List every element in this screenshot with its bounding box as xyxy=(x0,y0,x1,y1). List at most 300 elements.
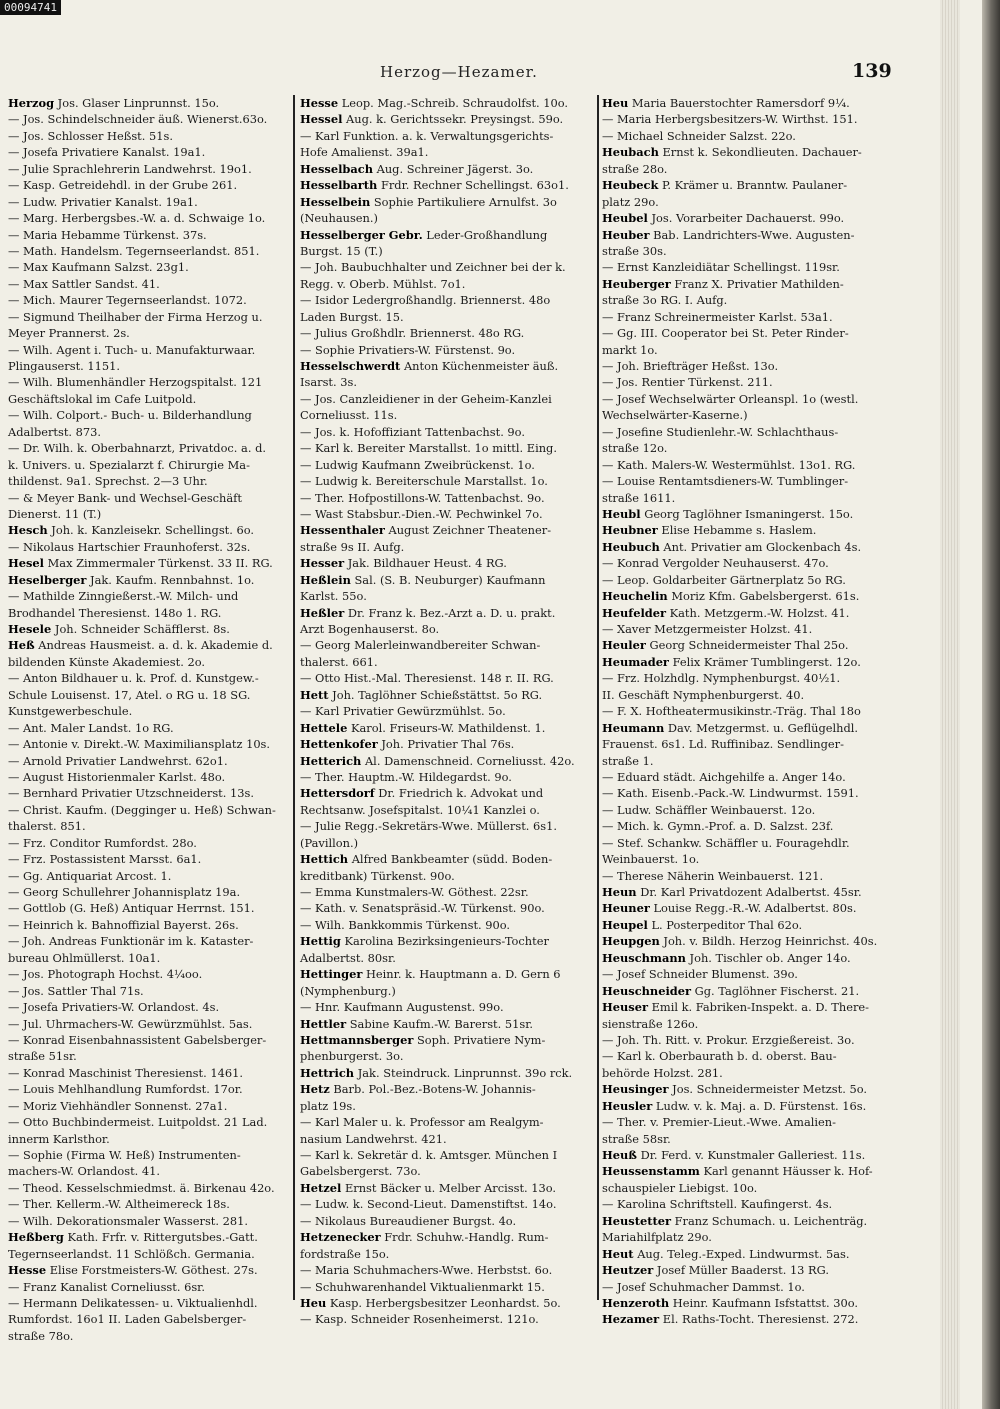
entry-text: Joh. Tischler ob. Anger 14o. xyxy=(689,950,851,965)
directory-entry xyxy=(300,1311,594,1327)
directory-entry xyxy=(8,670,290,686)
entry-text: — Therese Näherin Weinbauerst. 121. xyxy=(602,868,824,883)
entry-text: — Wilh. Blumenhändler Herzogspitalst. 121 xyxy=(8,375,263,390)
directory-entry xyxy=(300,1163,594,1179)
entry-text: — Josef Schneider Blumenst. 39o. xyxy=(602,967,798,982)
directory-entry xyxy=(300,1196,594,1212)
directory-entry xyxy=(8,194,290,210)
entry-text: — Schuhwarenhandel Viktualienmarkt 15. xyxy=(300,1279,545,1294)
entry-surname: Hetterich xyxy=(300,753,362,768)
directory-entry xyxy=(8,1196,290,1212)
entry-text: — Max Sattler Sandst. 41. xyxy=(8,276,160,291)
directory-entry xyxy=(602,703,899,719)
directory-entry xyxy=(602,292,899,308)
entry-text: — Julie Regg.-Sekretärs-Wwe. Müllerst. 6s1. xyxy=(300,819,557,834)
entry-text: Elise Forstmeisters-W. Göthest. 27s. xyxy=(49,1263,258,1278)
entry-text: (Neuhausen.) xyxy=(300,211,378,226)
entry-text: Emil k. Fabriken-Inspekt. a. D. There- xyxy=(651,1000,870,1015)
entry-text: Plingauserst. 1151. xyxy=(8,359,121,373)
directory-entry xyxy=(8,259,290,275)
directory-entry xyxy=(300,966,594,982)
entry-text: Corneliusst. 11s. xyxy=(300,408,398,423)
entry-text: — Ludwig k. Bereiterschule Marstallst. 1o. xyxy=(300,474,548,489)
entry-text: — Marg. Herbergsbes.-W. a. d. Schwaige 1o. xyxy=(8,211,266,226)
entry-text: Al. Damenschneid. Corneliusst. 42o. xyxy=(364,753,575,768)
entry-text: — Ernst Kanzleidiätar Schellingst. 119sr. xyxy=(602,260,840,275)
directory-entry xyxy=(8,276,290,292)
entry-text: — Jos. Canzleidiener in der Geheim-Kanzlei xyxy=(300,391,552,406)
directory-entry xyxy=(300,407,594,423)
directory-entry xyxy=(300,1147,594,1163)
directory-entry xyxy=(602,637,899,653)
directory-entry xyxy=(602,358,899,374)
entry-surname: Heutzer xyxy=(602,1263,654,1278)
directory-entry xyxy=(8,1229,290,1245)
entry-text: Karol. Friseurs-W. Mathildenst. 1. xyxy=(350,720,546,735)
directory-entry xyxy=(8,637,290,653)
entry-surname: Heumann xyxy=(602,720,665,735)
entry-text: — Antonie v. Direkt.-W. Maximiliansplatz 10s. xyxy=(8,737,271,752)
entry-text: — Jos. Photograph Hochst. 4¼oo. xyxy=(8,967,203,982)
directory-entry xyxy=(602,736,899,752)
page-number: 139 xyxy=(852,60,892,82)
directory-entry xyxy=(300,720,594,736)
entry-surname: Hetzel xyxy=(300,1180,342,1195)
entry-text: straße 12o. xyxy=(602,441,668,456)
entry-text: (Nymphenburg.) xyxy=(300,983,396,998)
entry-text: — Gottlob (G. Heß) Antiquar Herrnst. 151. xyxy=(8,901,255,916)
entry-text: Leop. Mag.-Schreib. Schraudolfst. 10o. xyxy=(341,96,569,110)
directory-entry xyxy=(8,358,290,374)
entry-text: — Otto Buchbindermeist. Luitpoldst. 21 Lad. xyxy=(8,1115,268,1130)
entry-surname: Hesselschwerdt xyxy=(300,359,401,373)
entry-text: Brodhandel Theresienst. 148o 1. RG. xyxy=(8,605,222,620)
entry-surname: Hettig xyxy=(300,934,341,949)
directory-entry xyxy=(602,687,899,703)
directory-entry xyxy=(300,1279,594,1295)
directory-entry xyxy=(602,1114,899,1130)
column-rule xyxy=(597,95,599,1300)
entry-text: — Dr. Wilh. k. Oberbahnarzt, Privatdoc. a. d. xyxy=(8,441,266,456)
entry-text: machers-W. Orlandost. 41. xyxy=(8,1164,161,1179)
entry-text: — Joh. Andreas Funktionär im k. Kataster- xyxy=(8,934,254,949)
entry-surname: Heubeck xyxy=(602,178,659,193)
entry-text: — Wilh. Agent i. Tuch- u. Manufakturwaar. xyxy=(8,342,256,357)
directory-entry xyxy=(300,276,594,292)
directory-entry xyxy=(602,1229,899,1245)
entry-text: — Heinrich k. Bahnoffizial Bayerst. 26s. xyxy=(8,917,239,932)
entry-text: — & Meyer Bank- und Wechsel-Geschäft xyxy=(8,490,242,505)
directory-entry xyxy=(300,769,594,785)
entry-text: — Franz Kanalist Corneliusst. 6sr. xyxy=(8,1279,205,1294)
directory-entry xyxy=(300,506,594,522)
entry-text: innerm Karlsthor. xyxy=(8,1131,110,1146)
directory-entry xyxy=(8,1328,290,1344)
entry-surname: Heu xyxy=(300,1295,327,1310)
entry-text: — Kasp. Schneider Rosenheimerst. 121o. xyxy=(300,1312,539,1327)
directory-entry xyxy=(300,1016,594,1032)
directory-entry xyxy=(602,1081,899,1097)
entry-text: straße 3o RG. I. Aufg. xyxy=(602,293,728,308)
entry-text: — Bernhard Privatier Utzschneiderst. 13s. xyxy=(8,786,254,801)
directory-entry xyxy=(300,835,594,851)
column-3 xyxy=(602,95,899,1325)
entry-text: Gabelsbergerst. 73o. xyxy=(300,1164,421,1179)
entry-text: — Jos. Sattler Thal 71s. xyxy=(8,983,144,998)
entry-text: Karlst. 55o. xyxy=(300,589,367,604)
directory-entry xyxy=(8,506,290,522)
directory-entry xyxy=(8,1246,290,1262)
entry-text: — Isidor Ledergroßhandlg. Briennerst. 48o xyxy=(300,293,551,308)
entry-surname: Heubel xyxy=(602,211,648,226)
entry-surname: Henzeroth xyxy=(602,1295,670,1310)
entry-surname: Hettenkofer xyxy=(300,737,378,752)
directory-entry xyxy=(8,654,290,670)
entry-text: — Gg. III. Cooperator bei St. Peter Rinder- xyxy=(602,326,849,341)
directory-entry xyxy=(8,325,290,341)
entry-text: fordstraße 15o. xyxy=(300,1246,390,1261)
entry-text: — Wast Stabsbur.-Dien.-W. Pechwinkel 7o. xyxy=(300,506,543,521)
entry-surname: Heut xyxy=(602,1246,634,1261)
directory-entry xyxy=(602,966,899,982)
entry-surname: Hesselbach xyxy=(300,161,373,176)
directory-entry xyxy=(8,917,290,933)
directory-entry xyxy=(300,1229,594,1245)
directory-entry xyxy=(8,128,290,144)
entry-surname: Hessel xyxy=(300,112,343,127)
entry-text: — Joh. Briefträger Heßst. 13o. xyxy=(602,359,779,373)
directory-entry xyxy=(8,440,290,456)
entry-text: — Maria Schuhmachers-Wwe. Herbstst. 6o. xyxy=(300,1263,553,1278)
entry-text: Joh. Schneider Schäfflerst. 8s. xyxy=(54,622,230,636)
entry-text: — Karl Funktion. a. k. Verwaltungsgerichts- xyxy=(300,128,554,143)
entry-text: — Wilh. Colport.- Buch- u. Bilderhandlung xyxy=(8,408,252,423)
directory-entry xyxy=(300,851,594,867)
directory-entry xyxy=(602,753,899,769)
entry-text: — Josefa Privatiere Kanalst. 19a1. xyxy=(8,145,206,160)
entry-text: — Karl k. Sekretär d. k. Amtsger. München I xyxy=(300,1148,558,1162)
directory-entry xyxy=(300,1081,594,1097)
column-rule xyxy=(293,95,295,1300)
entry-text: — Konrad Eisenbahnassistent Gabelsberger- xyxy=(8,1032,267,1047)
entry-text: — Karl k. Oberbaurath b. d. oberst. Bau- xyxy=(602,1049,837,1064)
entry-text: Ludw. v. k. Maj. a. D. Fürstenst. 16s. xyxy=(655,1098,867,1113)
directory-entry xyxy=(602,342,899,358)
entry-text: Gg. Taglöhner Fischerst. 21. xyxy=(694,983,860,998)
entry-text: — Joh. Th. Ritt. v. Prokur. Erzgießereist. 3o. xyxy=(602,1032,855,1047)
directory-entry xyxy=(602,769,899,785)
directory-entry xyxy=(602,177,899,193)
entry-text: Andreas Hausmeist. a. d. k. Akademie d. xyxy=(38,638,273,653)
entry-text: — Mathilde Zinngießerst.-W. Milch- und xyxy=(8,589,239,604)
entry-text: Geschäftslokal im Cafe Luitpold. xyxy=(8,391,197,406)
directory-entry xyxy=(8,144,290,160)
directory-entry xyxy=(602,917,899,933)
entry-surname: Heubuch xyxy=(602,539,660,554)
directory-entry xyxy=(300,473,594,489)
entry-text: — Jul. Uhrmachers-W. Gewürzmühlst. 5as. xyxy=(8,1016,253,1031)
entry-text: Meyer Prannerst. 2s. xyxy=(8,326,130,341)
entry-text: Heinr. k. Hauptmann a. D. Gern 6 xyxy=(365,967,561,982)
directory-entry xyxy=(602,868,899,884)
entry-text: Aug. Schreiner Jägerst. 3o. xyxy=(376,161,534,176)
entry-surname: Hettmannsberger xyxy=(300,1032,414,1047)
directory-entry xyxy=(8,161,290,177)
entry-text: — Ther. Kellerm.-W. Altheimereck 18s. xyxy=(8,1197,230,1212)
directory-entry xyxy=(300,621,594,637)
entry-surname: Hesselberger Gebr. xyxy=(300,227,423,242)
entry-text: — Jos. k. Hofoffiziant Tattenbachst. 9o. xyxy=(300,424,525,439)
directory-entry xyxy=(602,1048,899,1064)
directory-entry xyxy=(8,802,290,818)
entry-text: — Michael Schneider Salzst. 22o. xyxy=(602,128,796,143)
directory-entry xyxy=(300,144,594,160)
directory-entry xyxy=(300,1180,594,1196)
directory-entry xyxy=(602,1246,899,1262)
directory-entry xyxy=(300,868,594,884)
entry-text: k. Univers. u. Spezialarzt f. Chirurgie Ma- xyxy=(8,457,250,472)
entry-text: — Jos. Schindelschneider äuß. Wienerst.63o. xyxy=(8,112,268,127)
entry-text: — Nikolaus Bureaudiener Burgst. 4o. xyxy=(300,1213,517,1228)
directory-entry xyxy=(602,539,899,555)
entry-text: — Karl k. Bereiter Marstallst. 1o mittl. Eing. xyxy=(300,441,557,456)
entry-text: Dr. Franz k. Bez.-Arzt a. D. u. prakt. xyxy=(347,605,556,620)
entry-text: Max Zimmermaler Türkenst. 33 II. RG. xyxy=(47,556,273,571)
entry-text: Wechselwärter-Kaserne.) xyxy=(602,408,748,423)
entry-text: thalerst. 661. xyxy=(300,654,378,669)
entry-text: straße 28o. xyxy=(602,161,668,176)
entry-surname: Heussenstamm xyxy=(602,1164,700,1179)
entry-surname: Hettler xyxy=(300,1016,347,1031)
directory-entry xyxy=(300,933,594,949)
page-edge xyxy=(940,0,960,1409)
directory-entry xyxy=(300,95,594,111)
entry-text: Aug. Teleg.-Exped. Lindwurmst. 5as. xyxy=(637,1246,850,1261)
directory-entry xyxy=(300,687,594,703)
directory-entry xyxy=(602,999,899,1015)
directory-entry xyxy=(300,1131,594,1147)
directory-entry xyxy=(602,506,899,522)
entry-text: — August Historienmaler Karlst. 48o. xyxy=(8,769,226,784)
entry-text: — Otto Hist.-Mal. Theresienst. 148 r. II. RG. xyxy=(300,671,554,686)
entry-text: Rumfordst. 16o1 II. Laden Gabelsberger- xyxy=(8,1312,247,1327)
entry-text: Jak. Steindruck. Linprunnst. 39o rck. xyxy=(357,1065,573,1080)
directory-entry xyxy=(602,128,899,144)
directory-entry xyxy=(300,259,594,275)
directory-entry xyxy=(8,1131,290,1147)
entry-text: Hofe Amalienst. 39a1. xyxy=(300,145,429,160)
entry-text: sienstraße 126o. xyxy=(602,1016,699,1031)
directory-entry xyxy=(8,210,290,226)
directory-entry xyxy=(300,950,594,966)
entry-text: — Anton Bildhauer u. k. Prof. d. Kunstgew.- xyxy=(8,671,259,686)
entry-text: — Xaver Metzgermeister Holzst. 41. xyxy=(602,622,813,636)
entry-text: — Math. Handelsm. Tegernseerlandst. 851. xyxy=(8,243,260,258)
entry-surname: Heusinger xyxy=(602,1082,669,1097)
entry-text: Georg Schneidermeister Thal 25o. xyxy=(649,638,849,653)
entry-surname: Hesse xyxy=(300,96,339,110)
entry-text: — Leop. Goldarbeiter Gärtnerplatz 5o RG. xyxy=(602,572,846,587)
entry-text: thildenst. 9a1. Sprechst. 2—3 Uhr. xyxy=(8,474,208,489)
entry-text: Kath. Frfr. v. Rittergutsbes.-Gatt. xyxy=(67,1230,258,1245)
entry-text: Isarst. 3s. xyxy=(300,375,357,390)
entry-text: Jos. Schneidermeister Metzst. 5o. xyxy=(672,1082,867,1097)
directory-entry xyxy=(602,884,899,900)
directory-entry xyxy=(300,177,594,193)
entry-text: — Arnold Privatier Landwehrst. 62o1. xyxy=(8,753,228,768)
directory-entry xyxy=(300,1295,594,1311)
entry-text: — Christ. Kaufm. (Degginger u. Heß) Schwan- xyxy=(8,802,276,817)
entry-text: (Pavillon.) xyxy=(300,835,359,850)
entry-text: kreditbank) Türkenst. 90o. xyxy=(300,868,455,883)
directory-entry xyxy=(8,227,290,243)
running-head: Herzog—Hezamer. xyxy=(380,63,538,81)
directory-entry xyxy=(602,374,899,390)
directory-entry xyxy=(602,227,899,243)
directory-entry xyxy=(300,670,594,686)
directory-entry xyxy=(8,966,290,982)
entry-text: Felix Krämer Tumblingerst. 12o. xyxy=(672,654,861,669)
entry-text: Dr. Ferd. v. Kunstmaler Galleriest. 11s. xyxy=(640,1148,866,1162)
directory-entry xyxy=(300,1262,594,1278)
directory-entry xyxy=(602,522,899,538)
directory-entry xyxy=(300,1114,594,1130)
directory-entry xyxy=(602,1262,899,1278)
directory-entry xyxy=(602,851,899,867)
entry-text: straße 30s. xyxy=(602,243,667,258)
entry-text: thalerst. 851. xyxy=(8,819,86,834)
directory-entry xyxy=(8,1016,290,1032)
entry-text: Joh. Privatier Thal 76s. xyxy=(381,737,515,752)
entry-surname: Heuser xyxy=(602,1000,648,1015)
entry-text: Aug. k. Gerichtssekr. Preysingst. 59o. xyxy=(346,112,564,127)
directory-entry xyxy=(8,1213,290,1229)
entry-surname: Herzog xyxy=(8,96,55,110)
directory-entry xyxy=(300,753,594,769)
entry-text: platz 29o. xyxy=(602,194,659,209)
entry-text: Adalbertst. 80sr. xyxy=(300,950,396,965)
entry-surname: Heupel xyxy=(602,917,648,932)
entry-text: Kath. Metzgerm.-W. Holzst. 41. xyxy=(669,605,850,620)
entry-surname: Heuner xyxy=(602,901,650,916)
directory-entry xyxy=(8,424,290,440)
entry-surname: Hessenthaler xyxy=(300,523,385,538)
directory-entry xyxy=(602,588,899,604)
entry-surname: Heß xyxy=(8,638,35,653)
directory-entry xyxy=(300,917,594,933)
directory-entry xyxy=(8,374,290,390)
entry-text: Tegernseerlandst. 11 Schlößch. Germania. xyxy=(8,1246,255,1261)
entry-text: Bab. Landrichters-Wwe. Augusten- xyxy=(653,227,855,242)
directory-entry xyxy=(602,424,899,440)
entry-surname: Hesch xyxy=(8,523,48,538)
entry-text: — Ludw. Privatier Kanalst. 19a1. xyxy=(8,194,198,209)
entry-text: — Frz. Holzhdlg. Nymphenburgst. 40½1. xyxy=(602,671,841,686)
entry-text: — Mich. Maurer Tegernseerlandst. 1072. xyxy=(8,293,247,308)
entry-text: Mariahilfplatz 29o. xyxy=(602,1230,712,1245)
entry-text: — Sigmund Theilhaber der Firma Herzog u. xyxy=(8,309,263,324)
directory-entry xyxy=(602,1032,899,1048)
entry-surname: Hesel xyxy=(8,556,44,571)
directory-entry xyxy=(602,325,899,341)
directory-entry xyxy=(602,490,899,506)
entry-text: El. Raths-Tocht. Theresienst. 272. xyxy=(662,1312,859,1327)
directory-entry xyxy=(602,983,899,999)
entry-text: straße 9s II. Aufg. xyxy=(300,539,405,554)
directory-entry xyxy=(602,950,899,966)
entry-text: Jos. Glaser Linprunnst. 15o. xyxy=(57,96,220,110)
entry-text: — Joh. Baubuchhalter und Zeichner bei der k. xyxy=(300,260,566,275)
entry-text: Jak. Kaufm. Rennbahnst. 1o. xyxy=(90,572,255,587)
entry-text: — Josef Wechselwärter Orleanspl. 1o (westl. xyxy=(602,391,859,406)
directory-entry xyxy=(602,900,899,916)
directory-entry xyxy=(602,259,899,275)
directory-entry xyxy=(602,1180,899,1196)
directory-entry xyxy=(8,736,290,752)
book-spine xyxy=(982,0,1000,1409)
entry-surname: Hett xyxy=(300,687,329,702)
entry-text: — Julius Großhdlr. Briennerst. 48o RG. xyxy=(300,326,525,341)
entry-surname: Heusler xyxy=(602,1098,653,1113)
directory-entry xyxy=(602,111,899,127)
entry-text: P. Krämer u. Branntw. Paulaner- xyxy=(661,178,848,193)
entry-text: Arzt Bogenhauserst. 8o. xyxy=(300,622,440,636)
entry-surname: Hettrich xyxy=(300,1065,355,1080)
directory-entry xyxy=(300,325,594,341)
entry-text: Franz X. Privatier Mathilden- xyxy=(674,276,844,291)
directory-entry xyxy=(8,720,290,736)
entry-text: bildenden Künste Akademiest. 2o. xyxy=(8,654,205,669)
directory-entry xyxy=(300,374,594,390)
entry-text: — Kath. v. Senatspräsid.-W. Türkenst. 90o. xyxy=(300,901,545,916)
directory-entry xyxy=(602,407,899,423)
directory-entry xyxy=(8,177,290,193)
entry-text: — Wilh. Dekorationsmaler Wasserst. 281. xyxy=(8,1213,248,1228)
entry-text: — Kath. Malers-W. Westermühlst. 13o1. RG. xyxy=(602,457,856,472)
entry-text: — Stef. Schankw. Schäffler u. Fouragehdlr. xyxy=(602,835,850,850)
directory-entry xyxy=(8,490,290,506)
entry-text: — Josefa Privatiers-W. Orlandost. 4s. xyxy=(8,1000,220,1015)
entry-surname: Heufelder xyxy=(602,605,666,620)
directory-entry xyxy=(602,440,899,456)
entry-text: — Theod. Kesselschmiedmst. ä. Birkenau 42o. xyxy=(8,1180,275,1195)
entry-text: — Frz. Postassistent Marsst. 6a1. xyxy=(8,852,202,867)
directory-entry xyxy=(300,1098,594,1114)
directory-entry xyxy=(300,358,594,374)
entry-text: — Ludw. Schäffler Weinbauerst. 12o. xyxy=(602,802,816,817)
directory-entry xyxy=(300,1048,594,1064)
entry-text: Josef Müller Baaderst. 13 RG. xyxy=(656,1263,829,1278)
entry-text: — Kath. Eisenb.-Pack.-W. Lindwurmst. 1591. xyxy=(602,786,859,801)
entry-text: Laden Burgst. 15. xyxy=(300,309,404,324)
entry-surname: Hesele xyxy=(8,622,52,636)
entry-text: Schule Louisenst. 17, Atel. o RG u. 18 SG. xyxy=(8,687,251,702)
entry-text: — Gg. Antiquariat Arcost. 1. xyxy=(8,868,172,883)
entry-text: Joh. Taglöhner Schießstättst. 5o RG. xyxy=(332,687,543,702)
entry-text: phenburgerst. 3o. xyxy=(300,1049,404,1064)
entry-text: Dr. Friedrich k. Advokat und xyxy=(378,786,544,801)
entry-surname: Heuchelin xyxy=(602,589,668,604)
directory-entry xyxy=(602,621,899,637)
entry-text: markt 1o. xyxy=(602,342,658,357)
entry-text: — Julie Sprachlehrerin Landwehrst. 19o1. xyxy=(8,161,252,176)
entry-text: bureau Ohlmüllerst. 10a1. xyxy=(8,950,161,965)
directory-entry xyxy=(8,753,290,769)
directory-entry xyxy=(300,588,594,604)
directory-entry xyxy=(602,1279,899,1295)
directory-entry xyxy=(8,457,290,473)
directory-entry xyxy=(602,605,899,621)
